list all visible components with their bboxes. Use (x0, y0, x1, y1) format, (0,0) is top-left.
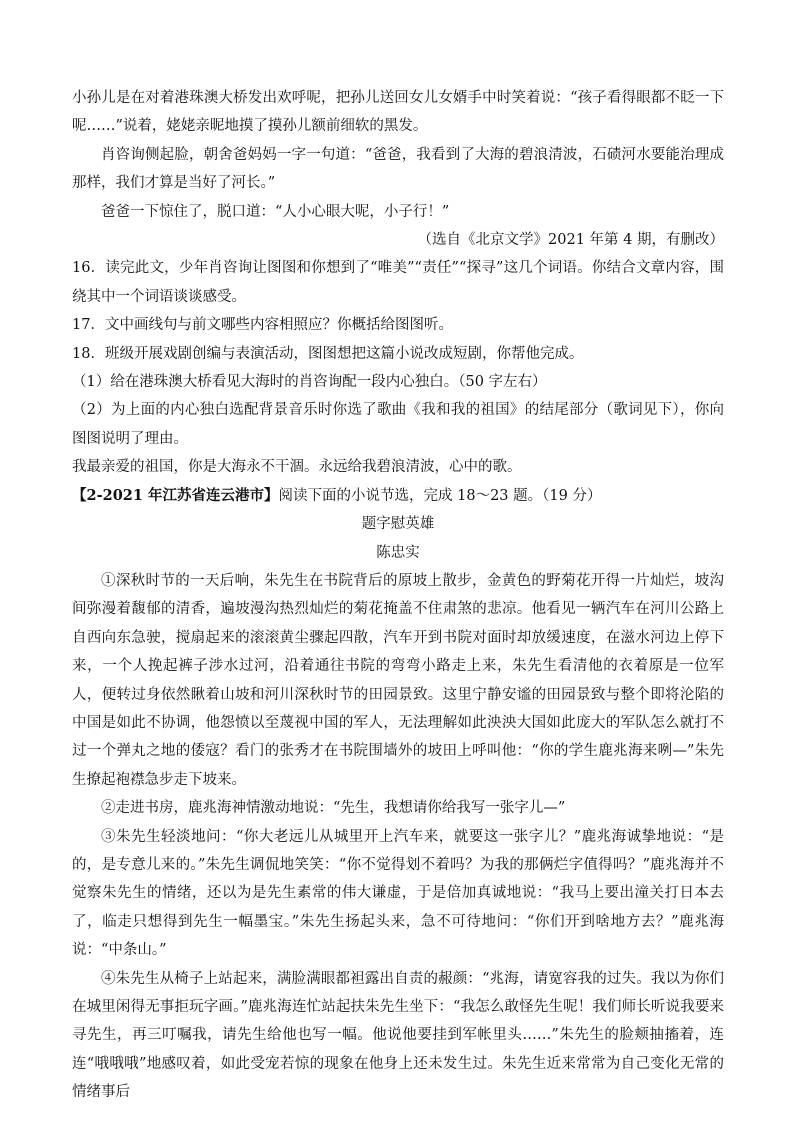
question-18: 18．班级开展戏剧创编与表演活动，图图想把这篇小说改成短剧，你帮他完成。 (72, 345, 584, 362)
question-18-part-2: （2）为上面的内心独白选配背景音乐时你选了歌曲《我和我的祖国》的结尾部分（歌词见下），你向图图说明了理由。 (72, 402, 724, 447)
story2-paragraph-2: ②走进书房，鹿兆海神情激动地说：“先生，我想请你给我写一张字儿—” (101, 800, 566, 817)
story1-paragraph-2: 肖咨询侧起脸，朝舍爸妈妈一字一句道：“爸爸，我看到了大海的碧浪清波，石碛河水要能治理成那样，我们才算是当好了河长。” (72, 146, 724, 192)
document-page (72, 84, 724, 1107)
story1-source: （选自《北京文学》2021 年第 4 期，有删改） (417, 232, 724, 249)
story2-author: 陈忠实 (376, 544, 420, 561)
section-2-heading (72, 482, 724, 510)
song-lyrics: 我最亲爱的祖国，你是大海永不干涸。永远给我碧浪清波，心中的歌。 (72, 459, 522, 476)
story1-paragraph-3: 爸爸一下惊住了，脱口道：“人小心眼大呢，小子行！” (101, 203, 450, 220)
section-2-instruction: 阅读下面的小说节选，完成 18～23 题。（19 分） (278, 487, 602, 504)
story2-paragraph-1: ①深秋时节的一天后响，朱先生在书院背后的原坡上散步，金黄色的野菊花开得一片灿烂，坡沟间弥漫着馥郁的清香，遍坡漫沟热烈灿烂的菊花掩盖不住肃煞的悲凉。他看见一辆汽车在河川公路上自西向东急驶，搅扇起来的滚滚黄尘骤起四散，汽车开到书院对面时却放缓速度，在滋水河边上停下来，一个人挽起裤子涉水过河，沿着通往书院的弯弯小路走上来，朱先生看清他的衣着原是一位军人，便转过身依然瞅着山坡和河川深秋时节的田园景致。这里宁静安谧的田园景致与整个即将沦陷的中国是如此不协调，他怨愤以至蔑视中国的军人，无法理解如此泱泱大国如此庞大的军队怎么就打不过一个弹丸之地的倭寇？看门的张秀才在书院围墙外的坡田上呼叫他：“你的学生鹿兆海来咧—”朱先生撩起袍襟急步走下坡来。 (72, 572, 724, 788)
section-2-tag: 【2-2021 年江苏省连云港市】 (72, 486, 279, 504)
story2-title: 题字慰英雄 (361, 516, 435, 533)
story2-paragraph-3: ③朱先生轻淡地问：“你大老远儿从城里开上汽车来，就要这一张字儿？”鹿兆海诚挚地说：“是的，是专意儿来的。”朱先生调侃地笑笑：“你不觉得划不着吗？为我的那俩烂字值得吗？”鹿兆海并不觉察朱先生的情绪，还以为是先生素常的伟大谦虚，于是倍加真诚地说：“我马上要出潼关打日本去了，临走只想得到先生一幅墨宝。”朱先生扬起头来，急不可待地问：“你们开到啥地方去？”鹿兆海说：“中条山。” (72, 828, 724, 959)
question-18-part-1: （1）给在港珠澳大桥看见大海时的肖咨询配一段内心独白。（50 字左右） (72, 374, 547, 391)
story2-paragraph-4: ④朱先生从椅子上站起来，满脸满眼都袒露出自责的赧颜：“兆海，请宽容我的过失。我以为你们在城里闲得无事拒玩字画。”鹿兆海连忙站起扶朱先生坐下：“我怎么敢怪先生呢！我们师长听说我要来寻先生，再三叮嘱我，请先生给他也写一幅。他说他要挂到军帐里头……”朱先生的脸颊抽搐着，连连“哦哦哦”地感叹着，如此受宠若惊的现象在他身上还未发生过。朱先生近来常常为自己变化无常的情绪事后 (72, 970, 724, 1101)
question-17: 17．文中画线句与前文哪些内容相照应？你概括给图图听。 (72, 317, 453, 334)
story1-paragraph-1: 小孙儿是在对着港珠澳大桥发出欢呼呢，把孙儿送回女儿女婿手中时笑着说：“孩子看得眼都不眨一下呢……”说着，姥姥亲昵地摸了摸孙儿额前细软的黑发。 (72, 90, 724, 135)
question-16: 16．读完此文，少年肖咨询让图图和你想到了“唯美”“责任”“探寻”这几个词语。你结合文章内容，围绕其中一个词语谈谈感受。 (72, 260, 724, 305)
